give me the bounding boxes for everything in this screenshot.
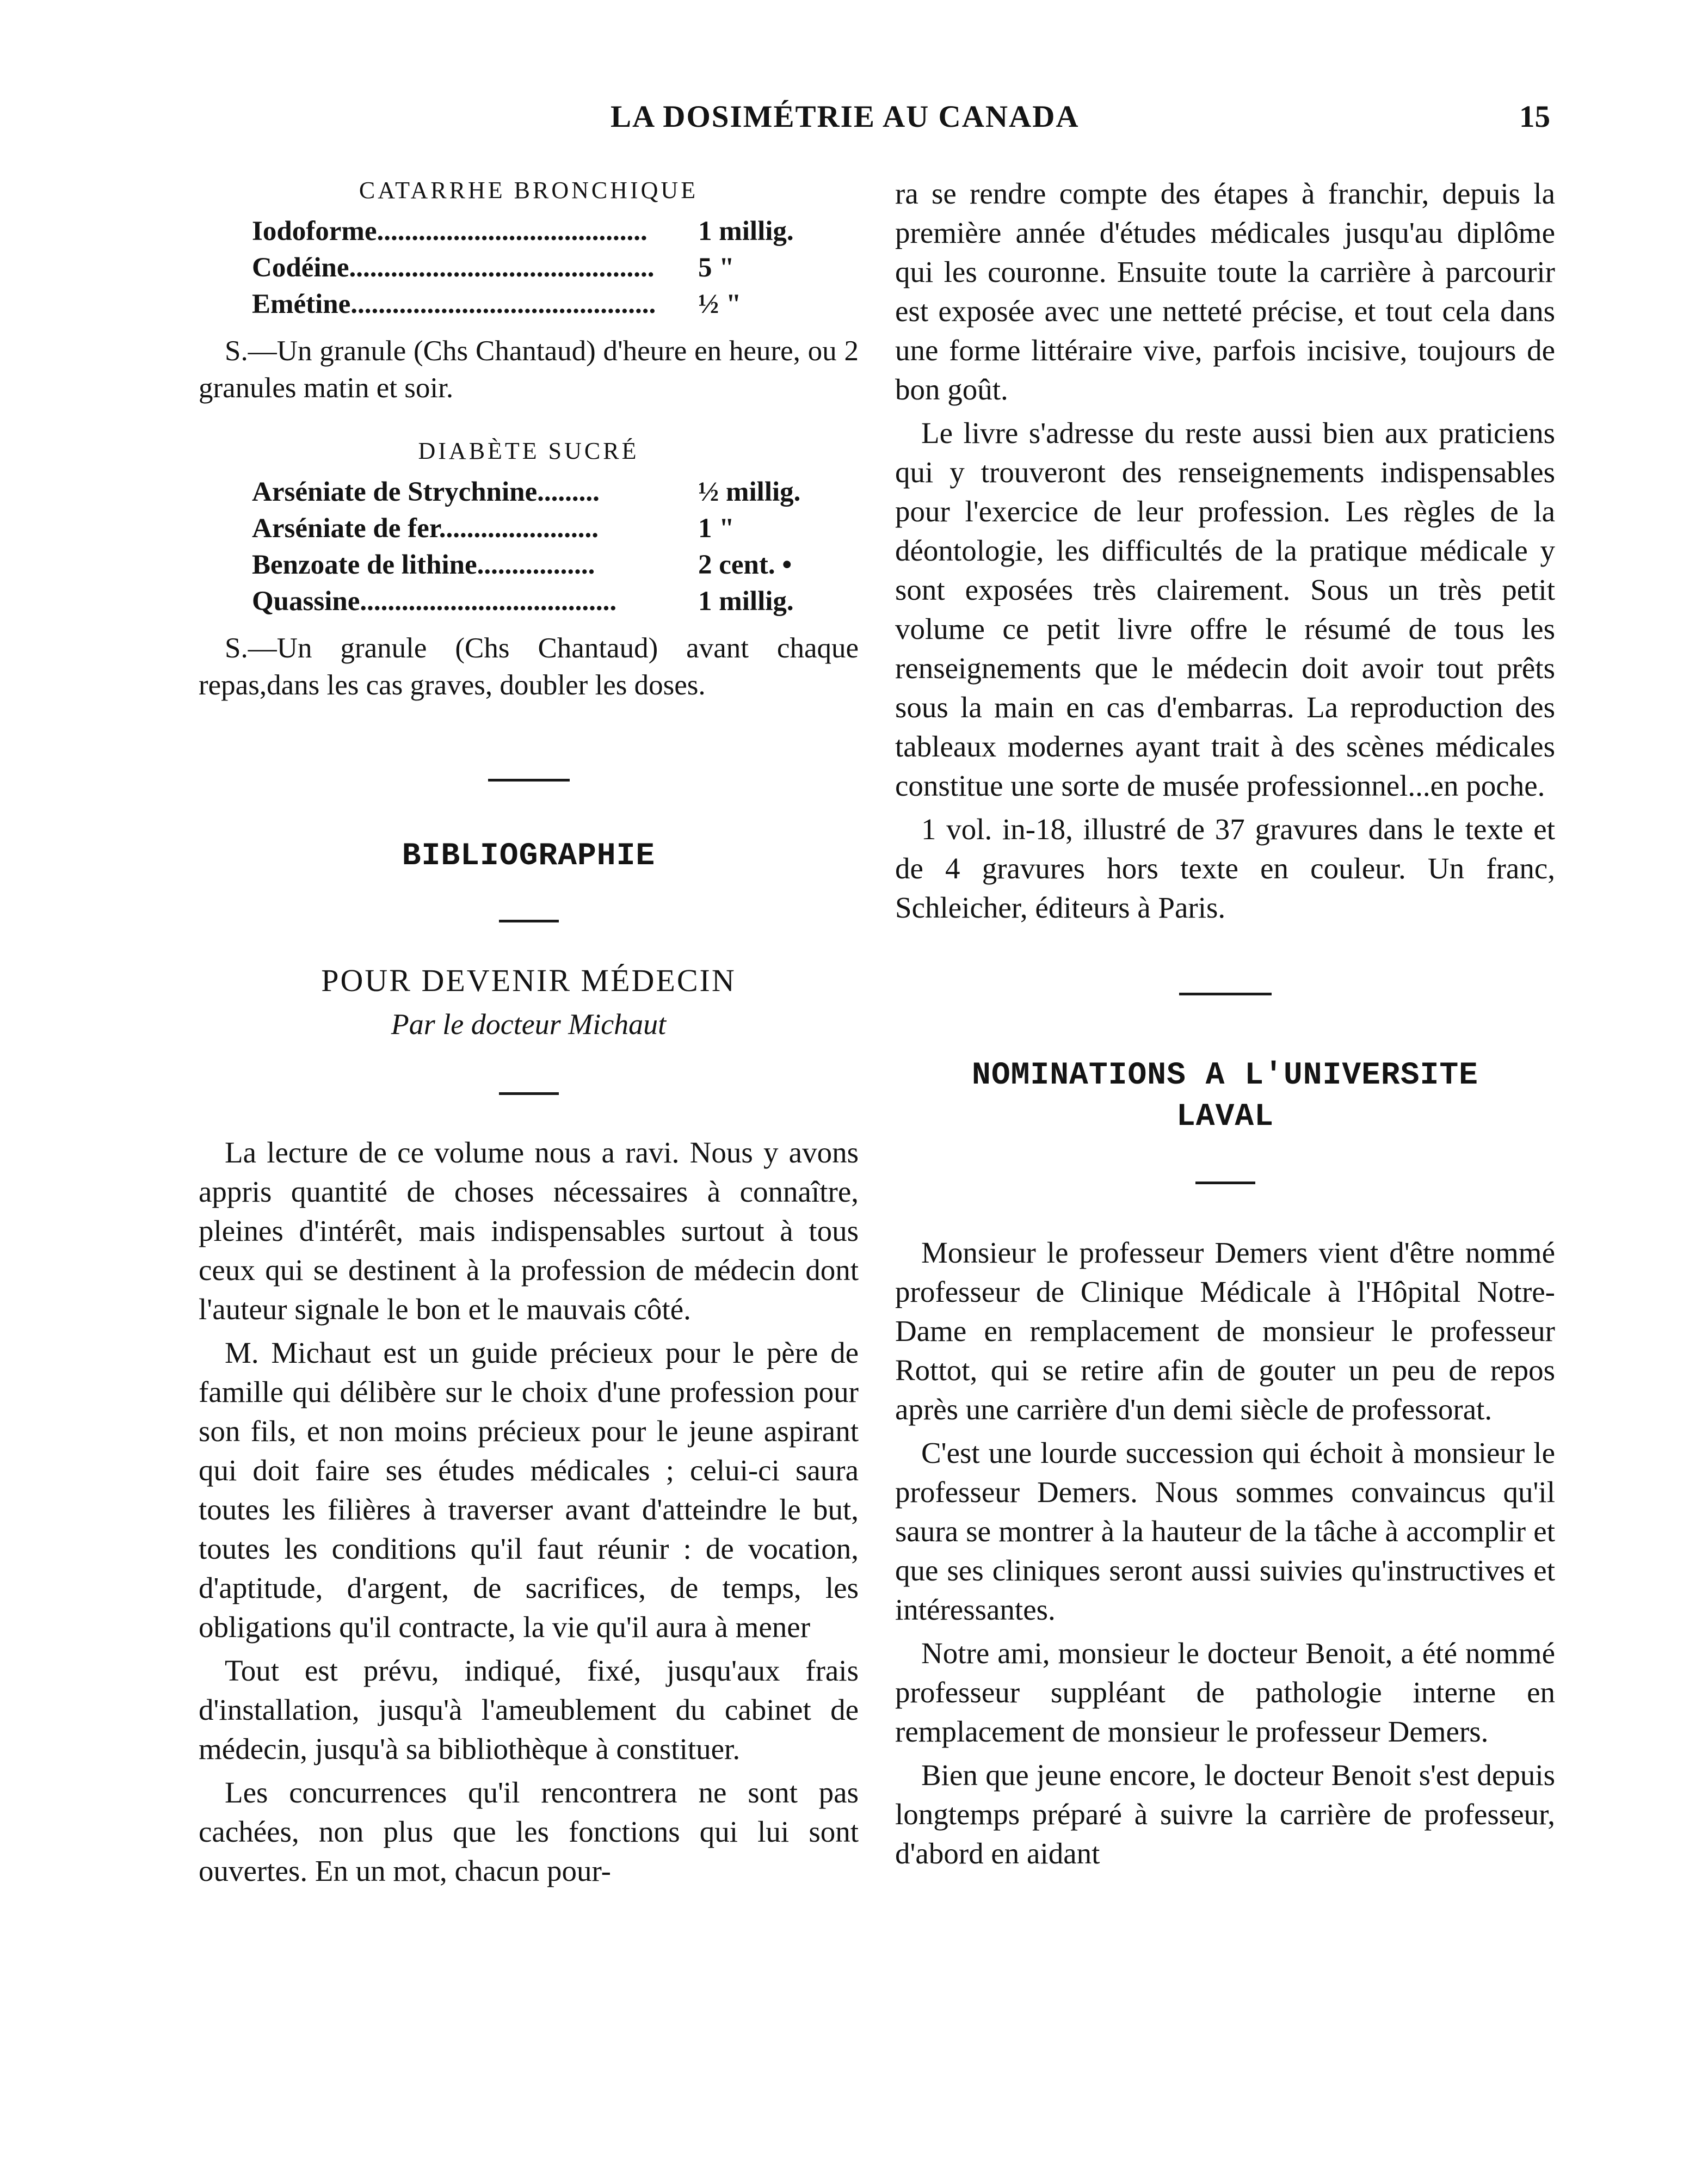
paragraph: Le livre s'adresse du reste aussi bien aux praticiens qui y trouveront des renseignements indispensables pour l'exercice de leur profession. Les règles de la déontologie, les difficultés de la pratique médicale y sont exposées très clairement. Sous un très petit volume ce petit livre offre le résumé de tous les renseignements que le médecin doit avoir tout prêts sous la main en cas d'embarras. La reproduction des tableaux modernes ayant trait à des scènes médicales constitue une sorte de musée professionnel...en poche. <box>895 416 1555 802</box>
prescription-row <box>252 510 850 547</box>
paragraph: C'est une lourde succession qui échoit à monsieur le professeur Demers. Nous sommes convaincus qu'il saura se montrer à la hauteur de la tâche à accomplir et que ses cliniques seront aussi suivies qu'instructives et intéressantes. <box>895 1436 1555 1626</box>
prescription-row <box>252 474 850 510</box>
prescription-catarrhe <box>199 174 859 407</box>
paragraph: Les concurrences qu'il rencontrera ne sont pas cachées, non plus que les fonctions qui lui sont ouvertes. En un mot, chacun pour- <box>199 1776 859 1887</box>
prescription-row <box>252 213 850 250</box>
article-byline: Par le docteur Michaut <box>391 1008 667 1041</box>
prescription-row <box>252 286 850 323</box>
ingredient-name: Emétine............................................ <box>252 289 656 319</box>
running-header: LA DOSIMÉTRIE AU CANADA <box>611 100 1080 134</box>
section-title-line: LAVAL <box>1176 1099 1274 1135</box>
left-column <box>199 174 859 1891</box>
ingredient-name: Arséniate de fer....................... <box>252 513 599 544</box>
prescription-diabete <box>199 435 859 704</box>
paragraph: Bien que jeune encore, le docteur Benoit s'est depuis longtemps préparé à suivre la carrière de professeur, d'abord en aidant <box>895 1758 1555 1870</box>
paragraph: La lecture de ce volume nous a ravi. Nous y avons appris quantité de choses nécessaires à connaître, pleines d'intérêt, mais indispensables surtout à tous ceux qui se destinent à la profession de médecin dont l'auteur signale le bon et le mauvais côté. <box>199 1136 859 1326</box>
ingredient-name: Codéine............................................ <box>252 253 655 283</box>
prescription-table <box>252 474 850 620</box>
ingredient-dose: 5 " <box>698 253 735 283</box>
ingredient-dose: 1 millig. <box>698 586 794 617</box>
page-number: 15 <box>1519 100 1550 134</box>
ingredient-name: Arséniate de Strychnine......... <box>252 477 600 507</box>
ingredient-dose: ½ millig. <box>698 477 801 507</box>
prescription-table <box>252 213 850 323</box>
paragraph: M. Michaut est un guide précieux pour le père de famille qui délibère sur le choix d'une profession pour son fils, et non moins précieux pour le jeune aspirant qui doit faire ses études médicales ; celui-ci saura toutes les filières à traverser avant d'atteindre le but, toutes les conditions qu'il faut réunir : de vocation, d'aptitude, d'argent, de sacrifices, de temps, les obligations qu'il contracte, la vie qu'il aura à mener <box>199 1336 859 1644</box>
ingredient-dose: ½ " <box>698 289 742 319</box>
prescription-row <box>252 547 850 583</box>
ingredient-name: Iodoforme....................................... <box>252 216 648 247</box>
prescription-title: DIABÈTE SUCRÉ <box>418 438 639 464</box>
section-title-bibliographie: BIBLIOGRAPHIE <box>402 839 656 874</box>
prescription-title: CATARRHE BRONCHIQUE <box>359 177 699 204</box>
ingredient-name: Benzoate de lithine................. <box>252 550 595 580</box>
article-title: POUR DEVENIR MÉDECIN <box>321 963 736 998</box>
paragraph: Tout est prévu, indiqué, fixé, jusqu'aux frais d'installation, jusqu'à l'ameublement du cabinet de médecin, jusqu'à sa bibliothèque à constituer. <box>199 1654 859 1765</box>
section-title-nominations <box>895 1055 1555 1138</box>
section-title-line: NOMINATIONS A L'UNIVERSITE <box>972 1058 1478 1093</box>
prescription-signature: S.—Un granule (Chs Chantaud) avant chaque repas,dans les cas graves, doubler les doses. <box>199 632 859 701</box>
paragraph: Notre ami, monsieur le docteur Benoit, a été nommé professeur suppléant de pathologie interne en remplacement de monsieur le professeur Demers. <box>895 1636 1555 1748</box>
ingredient-name: Quassine..................................... <box>252 586 617 617</box>
prescription-row <box>252 583 850 620</box>
prescription-row <box>252 250 850 286</box>
ingredient-dose: 2 cent. • <box>698 550 792 580</box>
paragraph: 1 vol. in-18, illustré de 37 gravures dans le texte et de 4 gravures hors texte en couleur. Un franc, Schleicher, éditeurs à Paris. <box>895 813 1555 924</box>
ingredient-dose: 1 " <box>698 513 735 544</box>
right-column <box>895 174 1555 1873</box>
paragraph-continued: ra se rendre compte des étapes à franchir, depuis la première année d'études médicales jusqu'au diplôme qui les couronne. Ensuite toute la carrière à parcourir est exposée avec une netteté précise, et tout cela dans une forme littéraire vive, parfois incisive, toujours de bon goût. <box>895 177 1555 406</box>
ingredient-dose: 1 millig. <box>698 216 794 247</box>
prescription-signature: S.—Un granule (Chs Chantaud) d'heure en heure, ou 2 granules matin et soir. <box>199 335 859 404</box>
paragraph: Monsieur le professeur Demers vient d'être nommé professeur de Clinique Médicale à l'Hôpital Notre-Dame en remplacement de monsieur le professeur Rottot, qui se retire afin de gouter un peu de repos après une carrière d'un demi siècle de professorat. <box>895 1236 1555 1426</box>
